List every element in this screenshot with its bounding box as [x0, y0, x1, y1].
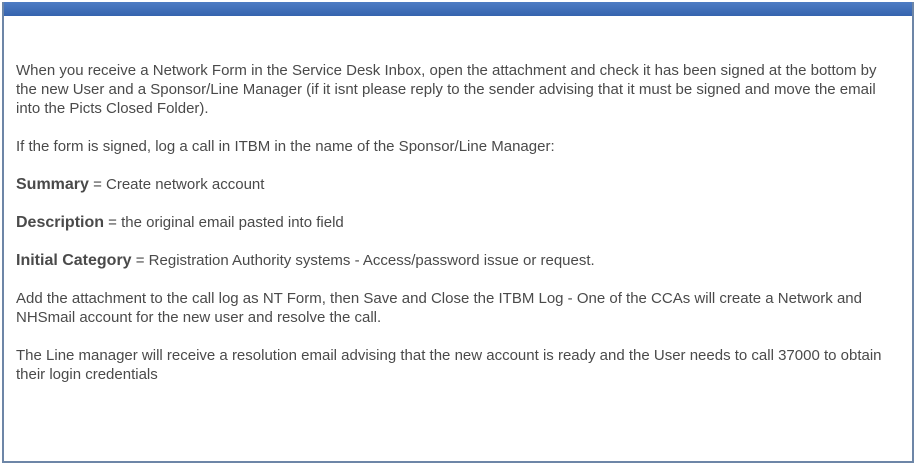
attachment-paragraph: Add the attachment to the call log as NT Form, then Save and Close the ITBM Log - One of the CCAs will create a Network and NHSmail account for the new user and resolve the call. [16, 290, 862, 326]
summary-value: = Create network account [88, 176, 265, 193]
summary-line [16, 175, 900, 194]
log-call-paragraph: If the form is signed, log a call in ITBM in the name of the Sponsor/Line Manager: [16, 138, 555, 155]
resolution-paragraph: The Line manager will receive a resolution email advising that the new account is ready and the User needs to call 37000 to obtain their login credentials [16, 347, 882, 383]
description-label: Description [16, 214, 105, 231]
description-value: = the original email pasted into field [104, 214, 344, 231]
document-frame [2, 2, 914, 463]
category-label: Initial Category [16, 252, 132, 269]
category-line [16, 251, 900, 270]
description-line [16, 213, 900, 232]
instructions-body [16, 61, 900, 403]
intro-paragraph: When you receive a Network Form in the Service Desk Inbox, open the attachment and check it has been signed at the bottom by the new User and a Sponsor/Line Manager (if it isnt please reply to the sender advising that it must be signed and move the email into the Picts Closed Folder). [16, 62, 877, 117]
header-bar [4, 2, 912, 16]
category-value: = Registration Authority systems - Access/password issue or request. [131, 252, 595, 269]
summary-label: Summary [16, 176, 89, 193]
